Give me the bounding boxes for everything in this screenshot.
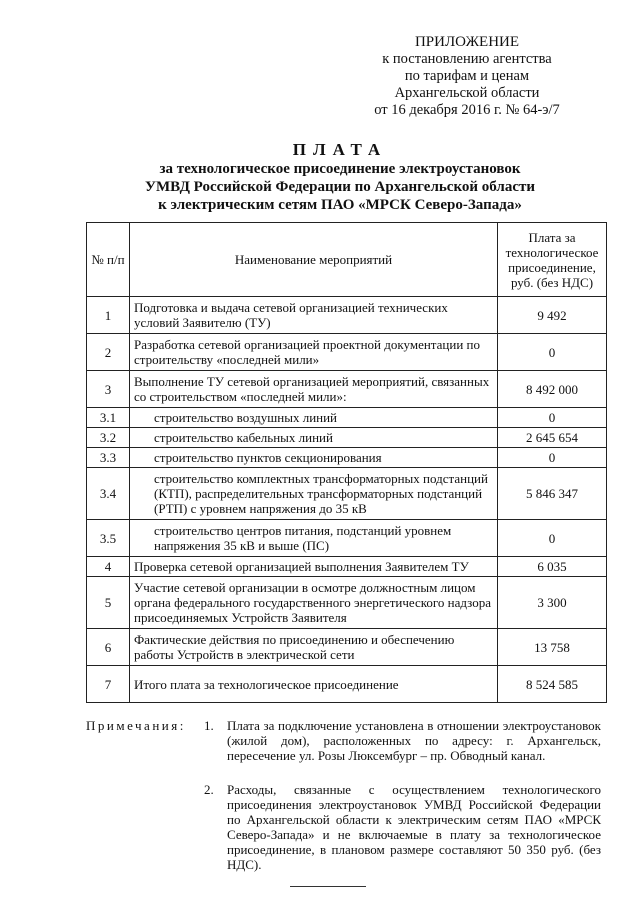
row-name: Разработка сетевой организацией проектной документации по строительству «последней мили»	[130, 334, 498, 371]
table-row	[87, 629, 607, 666]
row-price: 2 645 654	[498, 428, 607, 448]
table-row	[87, 428, 607, 448]
appendix-heading: ПРИЛОЖЕНИЕ	[414, 34, 520, 50]
row-price: 0	[498, 334, 607, 371]
title-line: УМВД Российской Федерации по Архангельской области	[145, 179, 535, 195]
note-number: 2.	[204, 782, 214, 797]
row-num: 6	[87, 629, 130, 666]
table-row	[87, 297, 607, 334]
table-header-row	[87, 223, 607, 297]
row-num: 2	[87, 334, 130, 371]
row-num: 3.1	[87, 408, 130, 428]
row-name: строительство воздушных линий	[130, 408, 498, 428]
row-price: 8 524 585	[498, 666, 607, 703]
row-num: 3.4	[87, 468, 130, 520]
row-num: 3	[87, 371, 130, 408]
note-item	[204, 782, 601, 872]
row-name: Выполнение ТУ сетевой организацией мероприятий, связанных со строительством «последней мили»:	[130, 371, 498, 408]
row-name: строительство кабельных линий	[130, 428, 498, 448]
table-row	[87, 448, 607, 468]
row-num: 1	[87, 297, 130, 334]
table-row	[87, 334, 607, 371]
note-number: 1.	[204, 718, 214, 733]
row-num: 3.3	[87, 448, 130, 468]
row-num: 3.5	[87, 520, 130, 557]
row-price: 0	[498, 520, 607, 557]
table-row	[87, 468, 607, 520]
row-name: строительство комплектных трансформаторных подстанций (КТП), распределительных трансформаторных подстанций (РТП) с уровнем напряжения до 35 кВ	[130, 468, 498, 520]
note-text: Расходы, связанные с осуществлением технологического присоединения электроустановок УМВД Российской Федерации по Архангельской области к электрическим сетям ПАО «МРСК Северо-Запада» и не включаемые в плату за технологическое присоединение, в плановом размере составляют 50 350 руб. (без НДС).	[227, 782, 601, 872]
row-price: 3 300	[498, 577, 607, 629]
appendix-line: к постановлению агентства	[382, 51, 552, 67]
row-name: Итого плата за технологическое присоединение	[130, 666, 498, 703]
appendix-block	[352, 34, 582, 119]
row-name: Подготовка и выдача сетевой организацией технических условий Заявителю (ТУ)	[130, 297, 498, 334]
fees-table	[86, 222, 607, 703]
row-price: 0	[498, 448, 607, 468]
table-row	[87, 666, 607, 703]
row-price: 0	[498, 408, 607, 428]
row-name: строительство центров питания, подстанций уровнем напряжения 35 кВ и выше (ПС)	[130, 520, 498, 557]
row-name: Участие сетевой организации в осмотре должностным лицом органа федерального государственного энергетического надзора присоединяемых Устройств Заявителя	[130, 577, 498, 629]
document-title	[60, 140, 620, 214]
note-text: Плата за подключение установлена в отношении электроустановок (жилой дом), расположенных по адресу: г. Архангельск, пересечение ул. Розы Люксембург – пр. Обводный канал.	[227, 718, 601, 763]
title-main: ПЛАТА	[292, 140, 388, 159]
table-row	[87, 520, 607, 557]
footer-divider	[290, 886, 366, 887]
table-row	[87, 557, 607, 577]
table-row	[87, 408, 607, 428]
row-price: 6 035	[498, 557, 607, 577]
row-price: 8 492 000	[498, 371, 607, 408]
appendix-line: Архангельской области	[394, 85, 540, 101]
row-price: 13 758	[498, 629, 607, 666]
header-name: Наименование мероприятий	[130, 223, 498, 297]
note-item	[204, 718, 601, 763]
title-line: к электрическим сетям ПАО «МРСК Северо-Запада»	[158, 197, 522, 213]
appendix-line: от 16 декабря 2016 г. № 64-э/7	[374, 102, 560, 118]
header-num: № п/п	[87, 223, 130, 297]
row-price: 9 492	[498, 297, 607, 334]
notes-label: Примечания:	[86, 718, 186, 733]
row-price: 5 846 347	[498, 468, 607, 520]
appendix-line: по тарифам и ценам	[404, 68, 530, 84]
title-line: за технологическое присоединение электроустановок	[159, 161, 521, 177]
table-row	[87, 577, 607, 629]
row-name: Фактические действия по присоединению и обеспечению работы Устройств в электрической сети	[130, 629, 498, 666]
row-num: 3.2	[87, 428, 130, 448]
row-name: Проверка сетевой организацией выполнения Заявителем ТУ	[130, 557, 498, 577]
row-num: 4	[87, 557, 130, 577]
row-num: 7	[87, 666, 130, 703]
table-row	[87, 371, 607, 408]
header-price: Плата за технологическое присоединение, руб. (без НДС)	[498, 223, 607, 297]
row-name: строительство пунктов секционирования	[130, 448, 498, 468]
row-num: 5	[87, 577, 130, 629]
